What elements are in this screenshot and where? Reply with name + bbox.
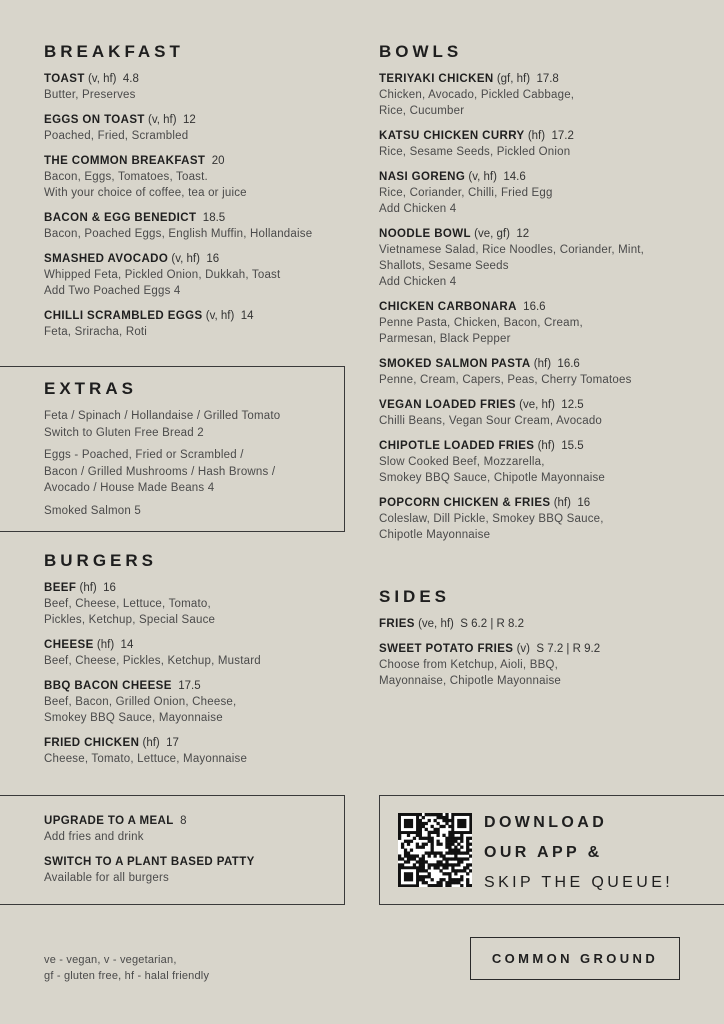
menu-item-header (379, 616, 689, 632)
menu-item-header (44, 251, 344, 267)
menu-item-name: VEGAN LOADED FRIES (379, 399, 516, 411)
menu-item-description: Slow Cooked Beef, Mozzarella, (379, 456, 545, 468)
breakfast-items (44, 71, 344, 340)
legend-line: ve - vegan, v - vegetarian, (44, 954, 177, 966)
menu-item-diet-tags: (hf) (553, 497, 571, 509)
menu-item-diet-tags: (hf) (79, 582, 97, 594)
menu-item-price: S 6.2 | R 8.2 (460, 618, 524, 630)
menu-item-name: SMOKED SALMON PASTA (379, 358, 531, 370)
menu-item (44, 71, 344, 103)
bowls-section (379, 42, 689, 543)
menu-item-name: KATSU CHICKEN CURRY (379, 130, 525, 142)
menu-item-description: Vietnamese Salad, Rice Noodles, Coriander, Mint, (379, 244, 645, 256)
menu-item-header (379, 397, 689, 413)
menu-item-header (44, 637, 344, 653)
menu-item (379, 226, 689, 290)
sides-title: SIDES (379, 587, 451, 606)
breakfast-section (44, 42, 344, 340)
menu-item-description: Chipotle Mayonnaise (379, 529, 491, 541)
menu-item-diet-tags: (ve, gf) (474, 228, 510, 240)
menu-item (379, 356, 689, 388)
burgers-section (44, 551, 344, 767)
menu-item-header (379, 169, 689, 185)
menu-item-description: Available for all burgers (44, 872, 169, 884)
menu-item (379, 616, 689, 632)
menu-item-diet-tags: (hf) (96, 639, 115, 651)
menu-item-price: 8 (180, 815, 187, 827)
menu-item-description: Beef, Bacon, Grilled Onion, Cheese, (44, 696, 237, 708)
qr-code-icon[interactable] (398, 813, 472, 887)
menu-item-price: 14.6 (503, 171, 526, 183)
menu-item-diet-tags: (ve, hf) (519, 399, 555, 411)
menu-item (44, 735, 344, 767)
menu-item-description: Bacon, Eggs, Tomatoes, Toast. (44, 171, 208, 183)
menu-item-header (379, 356, 689, 372)
menu-item-name: BBQ BACON CHEESE (44, 680, 172, 692)
menu-item-description: Rice, Sesame Seeds, Pickled Onion (379, 146, 571, 158)
burgers-items (44, 580, 344, 767)
menu-item-diet-tags: (v, hf) (468, 171, 497, 183)
menu-item (44, 112, 344, 144)
menu-item (379, 495, 689, 543)
menu-item-description: Whipped Feta, Pickled Onion, Dukkah, Toast (44, 269, 281, 281)
menu-item-diet-tags: (v) (516, 643, 530, 655)
menu-item-header (44, 210, 344, 226)
legend-line: gf - gluten free, hf - halal friendly (44, 970, 210, 982)
menu-item-description: Choose from Ketchup, Aioli, BBQ, (379, 659, 558, 671)
extras-line: Smoked Salmon 5 (44, 504, 141, 517)
menu-item (379, 128, 689, 160)
app-promo-line2: OUR APP & (484, 844, 603, 861)
menu-item (44, 637, 344, 669)
menu-item-diet-tags: (ve, hf) (418, 618, 454, 630)
menu-item-name: BACON & EGG BENEDICT (44, 212, 197, 224)
menu-item-name: CHEESE (44, 639, 94, 651)
breakfast-title: BREAKFAST (44, 42, 184, 61)
burgers-title: BURGERS (44, 551, 158, 570)
menu-item-header (44, 308, 344, 324)
sides-section (379, 587, 689, 689)
menu-item-description: Shallots, Sesame Seeds (379, 260, 509, 272)
menu-item-description: Add Two Poached Eggs 4 (44, 285, 181, 297)
extras-line: Eggs - Poached, Fried or Scrambled / (44, 449, 244, 461)
menu-item-header (379, 641, 689, 657)
app-promo-text (484, 808, 673, 898)
extras-line: Bacon / Grilled Mushrooms / Hash Browns / (44, 465, 276, 478)
menu-item-header (44, 580, 344, 596)
menu-item-description: Add Chicken 4 (379, 203, 457, 215)
menu-item-price: 17 (166, 737, 179, 749)
app-promo-line3: SKIP THE QUEUE! (484, 874, 674, 891)
menu-item (379, 169, 689, 217)
menu-item-description: Add fries and drink (44, 831, 144, 843)
menu-item-description: Rice, Cucumber (379, 105, 465, 117)
menu-item-header (379, 71, 689, 87)
menu-item-price: 12 (516, 228, 530, 240)
menu-item-name: FRIES (379, 618, 415, 630)
menu-item-header (379, 299, 689, 315)
menu-item-description: Bacon, Poached Eggs, English Muffin, Hollandaise (44, 228, 313, 240)
menu-item-description: Butter, Preserves (44, 89, 136, 101)
menu-item-name: SMASHED AVOCADO (44, 253, 169, 265)
extras-line: Switch to Gluten Free Bread 2 (44, 426, 204, 439)
bowls-items (379, 71, 689, 543)
extras-list (44, 408, 280, 519)
bowls-title: BOWLS (379, 42, 463, 61)
menu-item-price: 17.8 (536, 73, 559, 85)
menu-item-name: NASI GORENG (379, 171, 466, 183)
menu-item-price: 15.5 (561, 440, 584, 452)
menu-item-description: Smokey BBQ Sauce, Mayonnaise (44, 712, 223, 724)
menu-item-header (379, 226, 689, 242)
menu-item-diet-tags: (hf) (527, 130, 546, 142)
menu-item-name: FRIED CHICKEN (44, 737, 140, 749)
upgrades-items (44, 804, 255, 886)
menu-item-name: CHILLI SCRAMBLED EGGS (44, 310, 203, 322)
menu-item-diet-tags: (v, hf) (205, 310, 235, 322)
menu-item-price: 12 (182, 114, 196, 126)
menu-item-name: UPGRADE TO A MEAL (44, 815, 174, 827)
menu-item (44, 308, 344, 340)
menu-item-name: SWEET POTATO FRIES (379, 643, 514, 655)
menu-item (379, 641, 689, 689)
menu-item-header (379, 438, 689, 454)
menu-item-name: POPCORN CHICKEN & FRIES (379, 497, 551, 509)
menu-item-header (379, 495, 689, 511)
menu-item-description: Penne, Cream, Capers, Peas, Cherry Tomatoes (379, 374, 632, 386)
menu-item-description: Chicken, Avocado, Pickled Cabbage, (379, 89, 575, 101)
menu-item-description: Beef, Cheese, Lettuce, Tomato, (44, 598, 211, 610)
menu-item-price: 16 (103, 582, 116, 594)
menu-item-description: Pickles, Ketchup, Special Sauce (44, 614, 216, 626)
app-promo-line1: DOWNLOAD (484, 814, 608, 831)
menu-item-description: Coleslaw, Dill Pickle, Smokey BBQ Sauce, (379, 513, 604, 525)
menu-item (379, 397, 689, 429)
menu-item-description: Cheese, Tomato, Lettuce, Mayonnaise (44, 753, 248, 765)
extras-line: Feta / Spinach / Hollandaise / Grilled Tomato (44, 410, 281, 422)
menu-item-price: 16.6 (557, 358, 580, 370)
menu-item-diet-tags: (v, hf) (171, 253, 200, 265)
menu-item-price: 12.5 (561, 399, 584, 411)
menu-item-description: Add Chicken 4 (379, 276, 457, 288)
menu-item-description: Feta, Sriracha, Roti (44, 326, 148, 338)
menu-item-diet-tags: (hf) (537, 440, 555, 452)
menu-item (44, 210, 344, 242)
menu-item-price: 18.5 (202, 212, 226, 224)
menu-item-description: With your choice of coffee, tea or juice (44, 187, 247, 199)
menu-item-name: NOODLE BOWL (379, 228, 471, 240)
menu-item-name: CHIPOTLE LOADED FRIES (379, 440, 535, 452)
upgrades-box (0, 795, 345, 905)
menu-item-description: Rice, Coriander, Chilli, Fried Egg (379, 187, 553, 199)
menu-item (44, 580, 344, 628)
extras-box (0, 366, 345, 532)
menu-item (44, 854, 255, 886)
menu-item-name: BEEF (44, 582, 77, 594)
menu-item-header (44, 735, 344, 751)
menu-item (379, 438, 689, 486)
menu-item-diet-tags: (hf) (533, 358, 552, 370)
menu-item (44, 813, 255, 845)
menu-item-price: 16.6 (523, 301, 546, 313)
menu-item-name: EGGS ON TOAST (44, 114, 145, 126)
menu-item-price: 17.2 (551, 130, 574, 142)
menu-item-name: THE COMMON BREAKFAST (44, 155, 206, 167)
menu-item-description: Poached, Fried, Scrambled (44, 130, 189, 142)
menu-item-header (44, 678, 344, 694)
menu-item-price: 20 (211, 155, 225, 167)
menu-item (379, 71, 689, 119)
menu-item-name: CHICKEN CARBONARA (379, 301, 517, 313)
sides-items (379, 616, 689, 689)
extras-title: EXTRAS (44, 379, 137, 398)
extras-line: Avocado / House Made Beans 4 (44, 482, 215, 494)
menu-item-price: 17.5 (178, 680, 201, 692)
menu-item-diet-tags: (v, hf) (87, 73, 117, 85)
menu-item-price: S 7.2 | R 9.2 (536, 643, 601, 655)
menu-item (44, 153, 344, 201)
menu-item-description: Mayonnaise, Chipotle Mayonnaise (379, 675, 561, 687)
menu-item-description: Beef, Cheese, Pickles, Ketchup, Mustard (44, 655, 261, 667)
menu-item-header (44, 71, 344, 87)
menu-item-diet-tags: (gf, hf) (496, 73, 531, 85)
app-promo-box[interactable] (379, 795, 724, 905)
menu-item (379, 299, 689, 347)
menu-item-name: TERIYAKI CHICKEN (379, 73, 494, 85)
menu-item-price: 4.8 (122, 73, 139, 85)
menu-item-diet-tags: (hf) (142, 737, 160, 749)
menu-item-name: TOAST (44, 73, 85, 85)
menu-item-header (44, 854, 255, 870)
menu-item-header (44, 813, 255, 829)
menu-item-name: SWITCH TO A PLANT BASED PATTY (44, 856, 255, 868)
menu-item-description: Chilli Beans, Vegan Sour Cream, Avocado (379, 415, 603, 427)
menu-item (44, 678, 344, 726)
menu-item-diet-tags: (v, hf) (148, 114, 177, 126)
menu-item-description: Smokey BBQ Sauce, Chipotle Mayonnaise (379, 472, 606, 484)
menu-item-price: 16 (577, 497, 591, 509)
menu-item-header (44, 153, 344, 169)
menu-item-price: 14 (120, 639, 134, 651)
menu-item-price: 16 (206, 253, 220, 265)
menu-item-description: Penne Pasta, Chicken, Bacon, Cream, (379, 317, 583, 329)
menu-item-description: Parmesan, Black Pepper (379, 333, 511, 345)
diet-legend (44, 952, 344, 984)
menu-item (44, 251, 344, 299)
menu-item-price: 14 (240, 310, 254, 322)
menu-item-header (44, 112, 344, 128)
menu-item-header (379, 128, 689, 144)
brand-logo: COMMON GROUND (470, 937, 680, 980)
